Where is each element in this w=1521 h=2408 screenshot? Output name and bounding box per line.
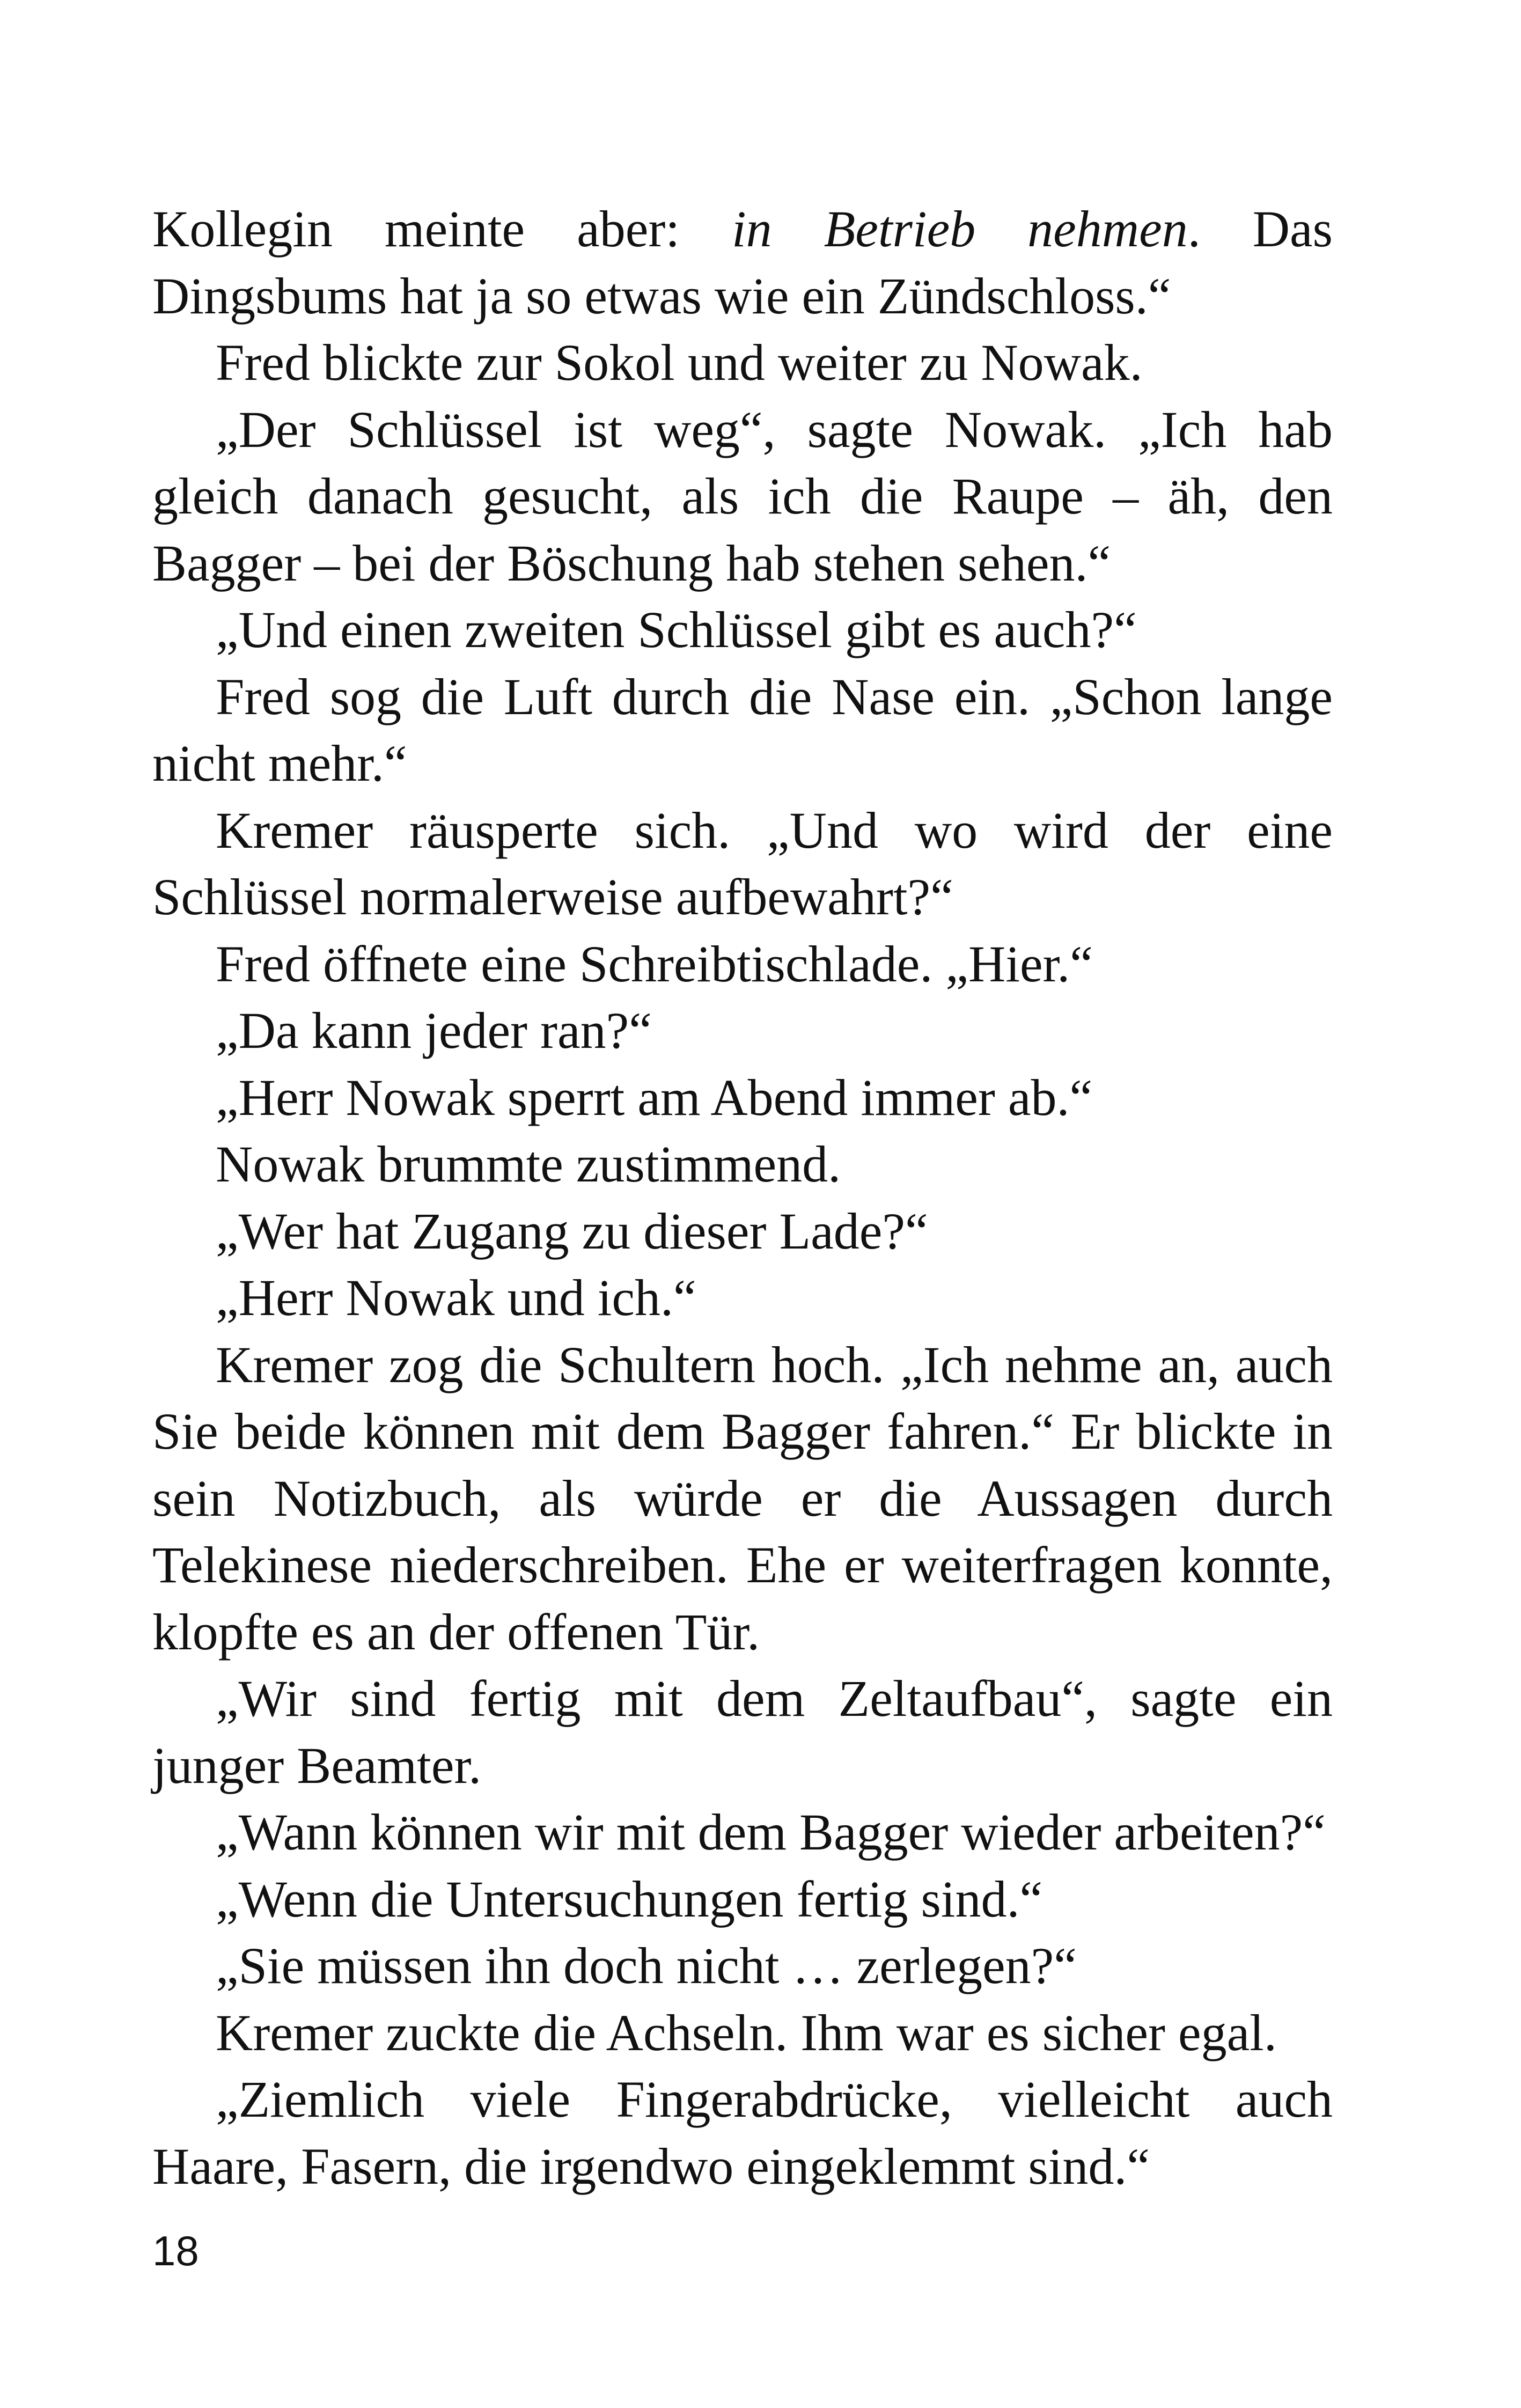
paragraph-2: Fred blickte zur Sokol und weiter zu Nowak. <box>216 334 1143 391</box>
italic-phrase: in Betrieb nehmen <box>731 200 1188 258</box>
paragraph-9: „Herr Nowak sperrt am Abend immer ab.“ <box>216 1068 1093 1126</box>
paragraph-14: „Wir sind fertig mit dem Zeltaufbau“, sagte ein junger Beamter. <box>152 1670 1333 1794</box>
paragraph-10: Nowak brummte zustimmend. <box>216 1135 841 1193</box>
paragraph-4: „Und einen zweiten Schlüssel gibt es auch?“ <box>216 601 1137 658</box>
page-number: 18 <box>152 2227 199 2274</box>
paragraph-3: „Der Schlüssel ist weg“, sagte Nowak. „Ich hab gleich danach gesucht, als ich die Raupe – äh, den Bagger – bei der Böschung hab stehen sehen.“ <box>152 400 1333 592</box>
paragraph-16: „Wenn die Untersuchungen fertig sind.“ <box>216 1870 1043 1928</box>
paragraph-5: Fred sog die Luft durch die Nase ein. „Schon lange nicht mehr.“ <box>152 667 1333 792</box>
paragraph-6: Kremer räusperte sich. „Und wo wird der eine Schlüssel normalerweise aufbewahrt?“ <box>152 801 1333 926</box>
paragraph-13: Kremer zog die Schultern hoch. „Ich nehme an, auch Sie beide können mit dem Bagger fahren.“ Er blickte in sein Notizbuch, als würde er die Aussagen durch Telekinese niederschreiben. Ehe er weiterfragen konnte, klopfte es an der offenen Tür. <box>152 1335 1333 1661</box>
paragraph-1-end: . Das Dingsbums hat ja so etwas wie ein Zündschloss.“ <box>152 200 1333 325</box>
paragraph-15: „Wann können wir mit dem Bagger wieder arbeiten?“ <box>216 1803 1326 1861</box>
body-text <box>152 196 1333 2200</box>
paragraph-1 <box>152 196 1333 329</box>
paragraph-12: „Herr Nowak und ich.“ <box>216 1269 696 1326</box>
paragraph-19: „Ziemlich viele Fingerabdrücke, vielleicht auch Haare, Fasern, die irgendwo eingeklemmt sind.“ <box>152 2071 1333 2195</box>
paragraph-17: „Sie müssen ihn doch nicht … zerlegen?“ <box>216 1937 1077 1994</box>
paragraph-8: „Da kann jeder ran?“ <box>216 1002 652 1059</box>
paragraph-11: „Wer hat Zugang zu dieser Lade?“ <box>216 1202 928 1260</box>
paragraph-1-start: Kollegin meinte aber: <box>152 200 732 258</box>
paragraph-7: Fred öffnete eine Schreibtischlade. „Hier.“ <box>216 935 1093 993</box>
paragraph-18: Kremer zuckte die Achseln. Ihm war es sicher egal. <box>216 2003 1277 2061</box>
